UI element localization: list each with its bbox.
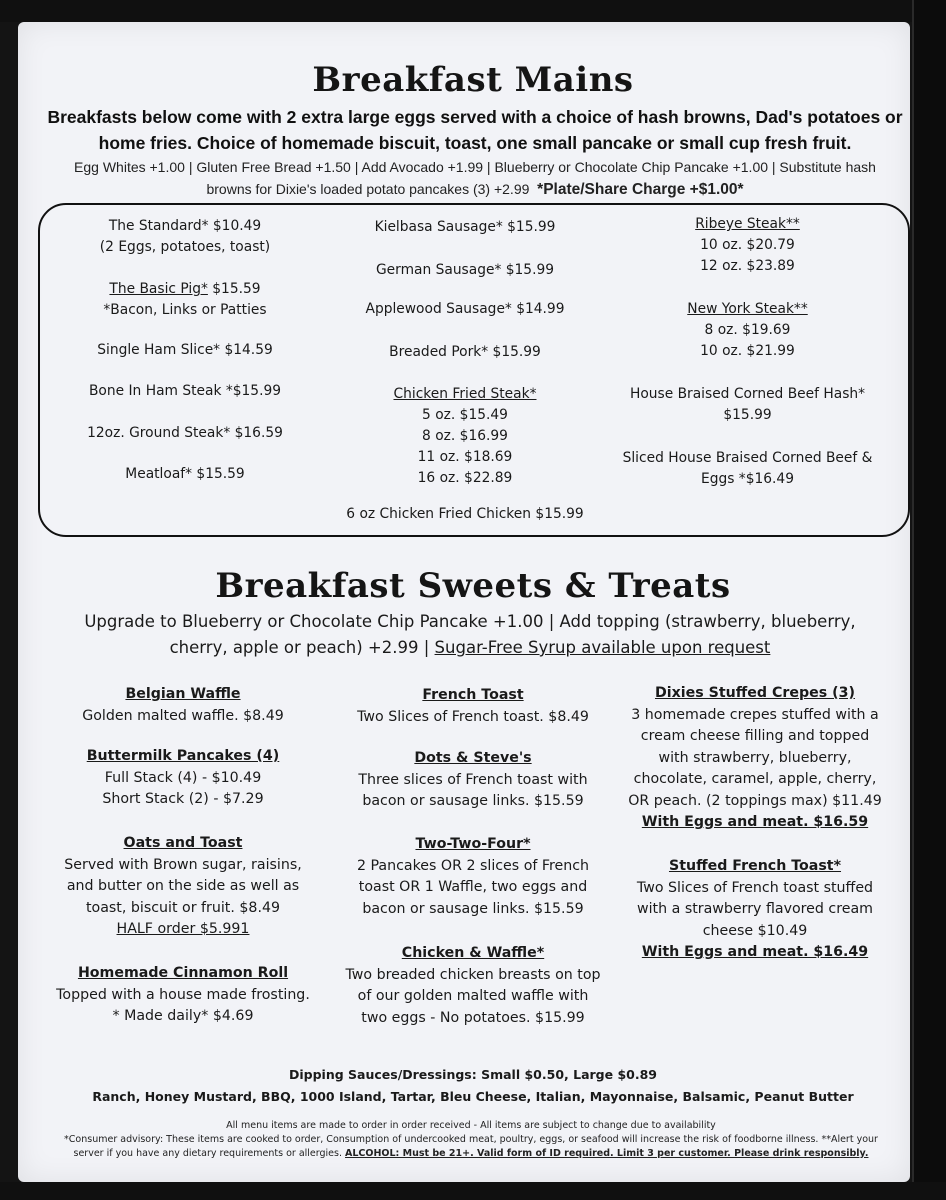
item-ground-steak: 12oz. Ground Steak* $16.59 — [87, 425, 283, 441]
cinnamon-line: Topped with a house made frosting. — [56, 986, 310, 1003]
crepes-line: 3 homemade crepes stuffed with a — [631, 706, 879, 723]
basic-pig-line — [40, 279, 330, 300]
item-belgian-waffle — [38, 684, 328, 727]
dipping-line2: Ranch, Honey Mustard, BBQ, 1000 Island, Tartar, Bleu Cheese, Italian, Mayonnaise, Balsamic, Peanut Butter — [92, 1089, 854, 1104]
standard-price: The Standard* $10.49 — [108, 218, 262, 234]
item-single-ham: Single Ham Slice* $14.59 — [97, 342, 273, 358]
item-sliced-corned-beef — [600, 448, 895, 490]
crepes-name: Dixies Stuffed Crepes (3) — [654, 685, 855, 701]
item-basic-pig — [40, 279, 330, 321]
basic-pig-note: *Bacon, Links or Patties — [103, 302, 267, 318]
full-stack: Full Stack (4) - $10.49 — [104, 769, 262, 786]
footer-line3a: server if you have any dietary requirements or allergies. — [73, 1148, 346, 1159]
cfs-size: 16 oz. $22.89 — [417, 470, 513, 486]
item-ribeye — [600, 214, 895, 277]
sweets-intro-line2 — [30, 635, 910, 661]
sweets-title: Breakfast Sweets & Treats — [215, 566, 731, 606]
cw-line: Two breaded chicken breasts on top — [345, 966, 601, 983]
dots-line: bacon or sausage links. $15.59 — [362, 793, 584, 809]
cfs-name: Chicken Fried Steak* — [393, 386, 537, 402]
sft-line: Two Slices of French toast stuffed — [636, 879, 874, 896]
mains-intro — [40, 104, 910, 156]
binder-bottom — [0, 1182, 946, 1200]
oats-line: Served with Brown sugar, raisins, — [64, 856, 302, 873]
sft-line: cheese $10.49 — [702, 922, 808, 939]
plate-charge: *Plate/Share Charge +$1.00* — [537, 181, 744, 198]
footer-line2: *Consumer advisory: These items are cooked to order, Consumption of undercooked meat, poultry, eggs, or seafood will increase the risk of foodborne illness. **Alert your — [64, 1134, 878, 1145]
binder-top — [0, 0, 946, 22]
mains-intro-line1: Breakfasts below come with 2 extra large eggs served with a choice of hash browns, Dad's potatoes or — [47, 107, 903, 127]
item-new-york — [600, 299, 895, 362]
ft-name: French Toast — [422, 687, 524, 703]
oats-line: toast, biscuit or fruit. $8.49 — [85, 899, 281, 916]
cw-name: Chicken & Waffle* — [401, 945, 545, 961]
ny-size: 8 oz. $19.69 — [704, 322, 791, 338]
item-breaded-pork: Breaded Pork* $15.99 — [389, 344, 541, 360]
crepes-line: with strawberry, blueberry, — [658, 749, 852, 766]
item-chicken-fried-chicken: 6 oz Chicken Fried Chicken $15.99 — [346, 506, 584, 522]
cfs-size: 8 oz. $16.99 — [422, 428, 508, 444]
sft-eggs: With Eggs and meat. $16.49 — [641, 944, 869, 960]
sft-name: Stuffed French Toast* — [668, 858, 842, 874]
crepes-line: cream cheese filling and topped — [640, 728, 870, 744]
ribeye-size: 10 oz. $20.79 — [700, 237, 795, 253]
basic-pig-name: The Basic Pig* — [109, 281, 208, 297]
item-cinnamon-roll — [38, 963, 328, 1028]
item-applewood: Applewood Sausage* $14.99 — [365, 301, 565, 317]
short-stack: Short Stack (2) - $7.29 — [102, 791, 264, 807]
item-kielbasa: Kielbasa Sausage* $15.99 — [374, 219, 556, 235]
ny-name: New York Steak** — [687, 301, 808, 317]
mains-title: Breakfast Mains — [312, 60, 634, 100]
sft-line: with a strawberry flavored cream — [637, 901, 873, 917]
mains-options-line1: Egg Whites +1.00 | Gluten Free Bread +1.50 | Add Avocado +1.99 | Blueberry or Chocolate Chip Pancake +1.00 | Substitute hash — [74, 159, 876, 175]
sugar-free-note: Sugar-Free Syrup available upon request — [434, 638, 771, 657]
ribeye-size: 12 oz. $23.89 — [700, 258, 795, 274]
dots-line: Three slices of French toast with — [358, 771, 588, 788]
ft-desc: Two Slices of French toast. $8.49 — [357, 708, 589, 725]
waffle-name: Belgian Waffle — [125, 686, 241, 702]
alcohol-note: ALCOHOL: Must be 21+. Valid form of ID required. Limit 3 per customer. Please drink responsibly. — [345, 1148, 869, 1159]
item-dots-steves — [328, 748, 618, 813]
item-stuffed-crepes — [610, 683, 900, 834]
tttf-name: Two-Two-Four* — [415, 836, 531, 852]
cfs-size: 5 oz. $15.49 — [422, 407, 508, 423]
item-standard — [40, 216, 330, 258]
dots-name: Dots & Steve's — [414, 750, 532, 766]
dipping-sauces — [0, 1064, 946, 1108]
mains-options — [40, 156, 910, 201]
waffle-desc: Golden malted waffle. $8.49 — [82, 707, 284, 724]
crepes-line: chocolate, caramel, apple, cherry, — [633, 771, 877, 787]
ribeye-name: Ribeye Steak** — [695, 216, 800, 232]
sliced-line2: Eggs *$16.49 — [701, 471, 794, 487]
sweets-intro — [30, 609, 910, 661]
item-corned-beef-hash — [600, 384, 895, 426]
mains-intro-line2: home fries. Choice of homemade biscuit, toast, one small pancake or small cup fresh fruit. — [98, 133, 852, 153]
item-stuffed-french-toast — [610, 856, 900, 964]
sliced-line1: Sliced House Braised Corned Beef & — [622, 450, 873, 466]
item-chicken-fried-steak — [320, 384, 610, 489]
item-two-two-four — [328, 834, 618, 920]
buttermilk-name: Buttermilk Pancakes (4) — [86, 748, 280, 764]
ny-size: 10 oz. $21.99 — [700, 343, 795, 359]
oats-half: HALF order $5.991 — [116, 921, 250, 937]
tttf-line: 2 Pancakes OR 2 slices of French — [356, 857, 590, 874]
item-meatloaf: Meatloaf* $15.59 — [125, 466, 245, 482]
item-chicken-waffle — [328, 943, 618, 1029]
item-oats-toast — [38, 833, 328, 941]
item-bone-ham: Bone In Ham Steak *$15.99 — [88, 383, 282, 399]
basic-pig-price: $15.59 — [207, 281, 261, 297]
sweets-intro-line1: Upgrade to Blueberry or Chocolate Chip Pancake +1.00 | Add topping (strawberry, blueberry, — [84, 612, 856, 631]
item-buttermilk-pancakes — [38, 746, 328, 811]
oats-name: Oats and Toast — [123, 835, 243, 851]
crepes-line: OR peach. (2 toppings max) $11.49 — [628, 792, 882, 809]
item-german: German Sausage* $15.99 — [375, 262, 555, 278]
cinnamon-line: * Made daily* $4.69 — [112, 1008, 254, 1024]
dipping-line1: Dipping Sauces/Dressings: Small $0.50, Large $0.89 — [289, 1067, 657, 1082]
sweets-intro-line2a: cherry, apple or peach) +2.99 | — [169, 638, 435, 657]
hash-price: $15.99 — [723, 407, 772, 423]
footer-line1: All menu items are made to order in order received - All items are subject to change due to availability — [226, 1120, 716, 1131]
crepes-eggs: With Eggs and meat. $16.59 — [641, 814, 869, 830]
options-line2-text: browns for Dixie's loaded potato pancakes (3) +2.99 — [206, 181, 530, 197]
cw-line: two eggs - No potatoes. $15.99 — [361, 1009, 585, 1026]
item-french-toast — [328, 685, 618, 728]
cw-line: of our golden malted waffle with — [357, 988, 589, 1004]
tttf-line: bacon or sausage links. $15.59 — [362, 900, 584, 917]
standard-note: (2 Eggs, potatoes, toast) — [99, 239, 271, 255]
tttf-line: toast OR 1 Waffle, two eggs and — [358, 879, 588, 895]
footer-disclaimer — [36, 1119, 906, 1161]
oats-line: and butter on the side as well as — [66, 878, 300, 894]
footer-line3 — [36, 1147, 906, 1161]
mains-options-line2 — [40, 178, 910, 201]
hash-name: House Braised Corned Beef Hash* — [629, 386, 866, 402]
cinnamon-name: Homemade Cinnamon Roll — [77, 965, 289, 981]
cfs-size: 11 oz. $18.69 — [417, 449, 513, 465]
